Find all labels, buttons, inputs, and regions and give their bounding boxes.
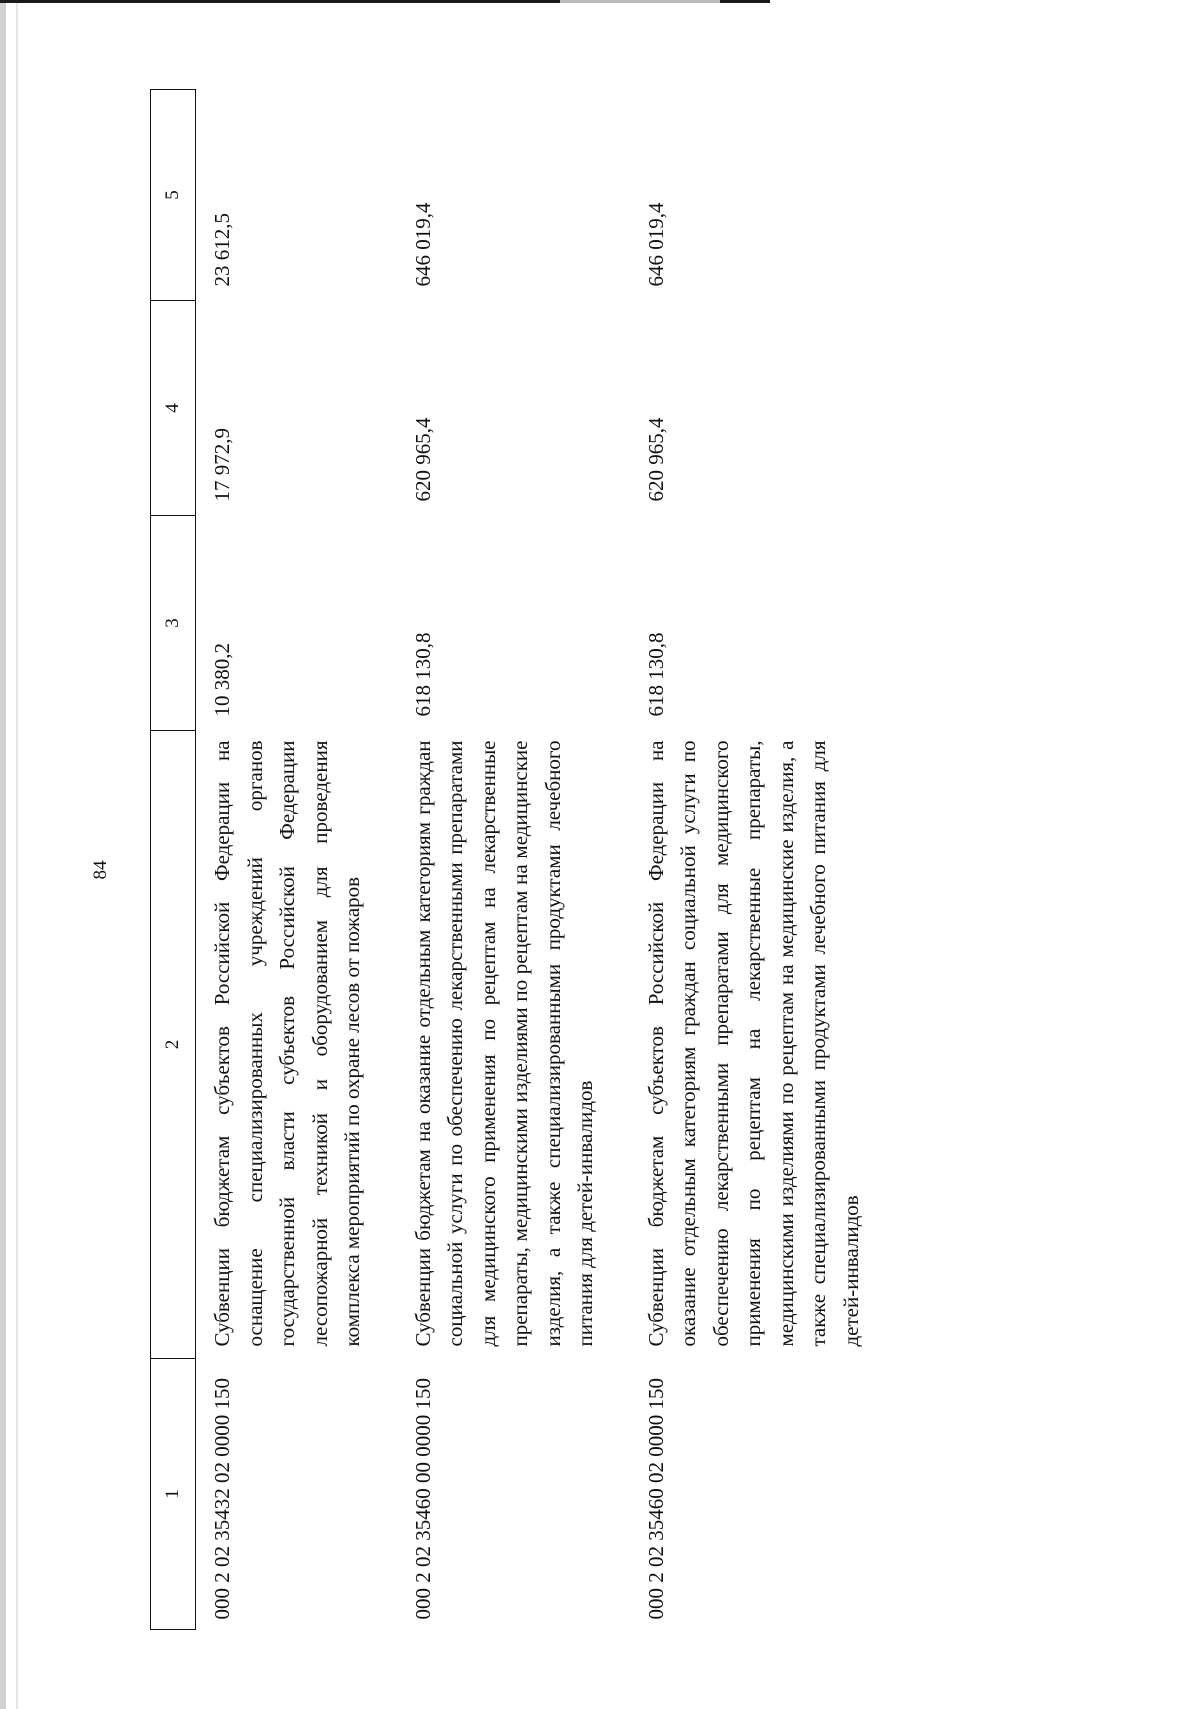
page-number: 84 bbox=[90, 860, 111, 880]
scan-edge-top-light bbox=[560, 0, 720, 3]
row-description: Субвенции бюджетам на оказание отдельным категориям граждан социальной услуги по обеспечению лекарственными препаратами для медицинского применения по рецептам на лекарственные препараты, медицинскими изделиями по рецептам на медицинские изделия, а также специализированными продуктами лечебного питания для детей-инвалидов bbox=[410, 740, 597, 1347]
row-value-col4: 620 965,4 bbox=[410, 417, 435, 502]
header-col-3: 3 bbox=[151, 516, 196, 731]
budget-table bbox=[150, 89, 895, 1630]
header-col-2: 2 bbox=[151, 731, 196, 1359]
header-col-4: 4 bbox=[151, 301, 196, 516]
row-value-col3: 618 130,8 bbox=[410, 632, 435, 717]
row-code: 000 2 02 35460 00 0000 150 bbox=[410, 1378, 435, 1620]
row-value-col5: 646 019,4 bbox=[410, 202, 435, 287]
row-value-col3: 618 130,8 bbox=[643, 632, 668, 717]
row-code: 000 2 02 35460 02 0000 150 bbox=[643, 1378, 668, 1620]
rotated-document-page bbox=[90, 90, 1100, 1630]
table-row bbox=[397, 90, 630, 1630]
table-row bbox=[630, 90, 896, 1630]
row-value-col5: 646 019,4 bbox=[643, 202, 668, 287]
row-description: Субвенции бюджетам субъектов Российской Федерации на оснащение специализированных учреждений органов государственной власти субъектов Российской Федерации лесопожарной техникой и оборудованием для проведения комплекса мероприятий по охране лесов от пожаров bbox=[210, 740, 364, 1347]
header-col-1: 1 bbox=[151, 1359, 196, 1630]
table-row bbox=[196, 90, 397, 1630]
header-col-5: 5 bbox=[151, 90, 196, 301]
table-body bbox=[196, 90, 896, 1630]
row-value-col4: 17 972,9 bbox=[210, 428, 234, 502]
scan-edge-left bbox=[0, 0, 6, 1709]
row-value-col5: 23 612,5 bbox=[210, 213, 234, 287]
header-row bbox=[151, 90, 196, 1630]
row-value-col3: 10 380,2 bbox=[210, 643, 234, 717]
row-description: Субвенции бюджетам субъектов Российской Федерации на оказание отдельным категориям граждан социальной услуги по обеспечению лекарственными препаратами для медицинского применения по рецептам на лекарственные препараты, медицинскими изделиями по рецептам на медицинские изделия, а также специализированными продуктами лечебного питания для детей-инвалидов bbox=[643, 740, 863, 1347]
row-value-col4: 620 965,4 bbox=[643, 417, 668, 502]
table-header bbox=[151, 90, 196, 1630]
row-code: 000 2 02 35432 02 0000 150 bbox=[210, 1378, 234, 1620]
scan-edge-left-inner bbox=[16, 0, 18, 1709]
